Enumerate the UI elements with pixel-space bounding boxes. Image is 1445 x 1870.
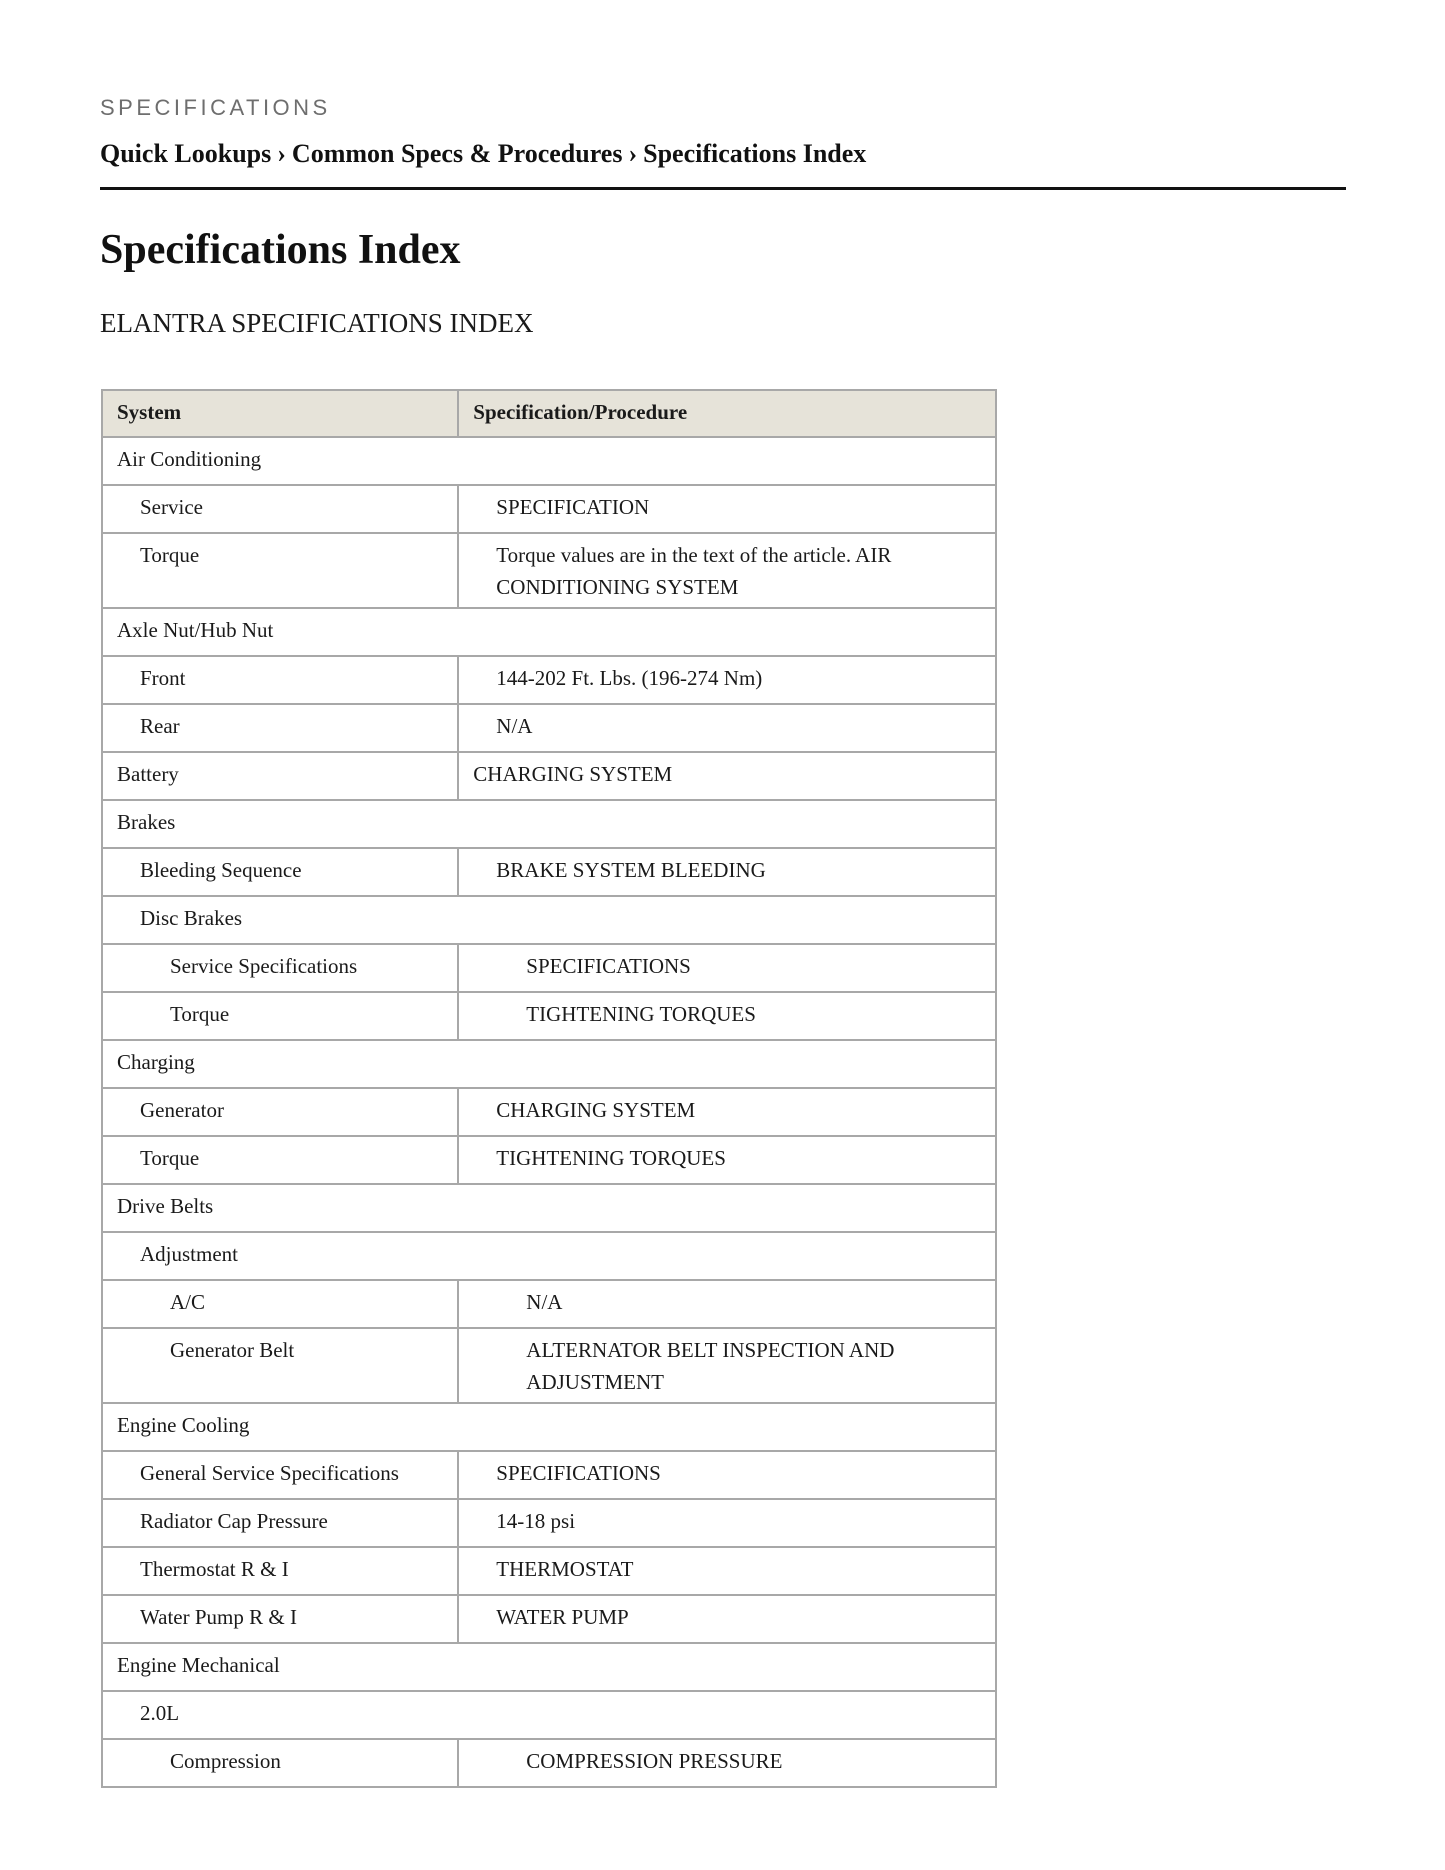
- specification-cell: CHARGING SYSTEM: [458, 1088, 996, 1136]
- breadcrumb-separator: ›: [628, 139, 638, 168]
- system-cell: Engine Mechanical: [102, 1643, 996, 1691]
- table-group-row: [102, 1232, 996, 1280]
- specification-cell: SPECIFICATIONS: [458, 944, 996, 992]
- specification-cell: SPECIFICATIONS: [458, 1451, 996, 1499]
- table-row: [102, 485, 996, 533]
- table-body: [102, 437, 996, 1787]
- specification-cell: 144-202 Ft. Lbs. (196-274 Nm): [458, 656, 996, 704]
- system-cell: Water Pump R & I: [102, 1595, 458, 1643]
- table-row: [102, 1328, 996, 1403]
- system-cell: Disc Brakes: [102, 896, 996, 944]
- table-row: [102, 1088, 996, 1136]
- system-cell: Battery: [102, 752, 458, 800]
- table-row: [102, 1136, 996, 1184]
- table-group-row: [102, 800, 996, 848]
- table-group-row: [102, 1184, 996, 1232]
- specification-cell: N/A: [458, 1280, 996, 1328]
- system-cell: Service Specifications: [102, 944, 458, 992]
- specification-cell: SPECIFICATION: [458, 485, 996, 533]
- specification-cell: N/A: [458, 704, 996, 752]
- system-cell: Thermostat R & I: [102, 1547, 458, 1595]
- table-row: [102, 944, 996, 992]
- system-cell: Bleeding Sequence: [102, 848, 458, 896]
- table-row: [102, 752, 996, 800]
- system-cell: Torque: [102, 992, 458, 1040]
- specification-cell: ALTERNATOR BELT INSPECTION AND ADJUSTMENT: [458, 1328, 996, 1403]
- system-cell: 2.0L: [102, 1691, 996, 1739]
- system-cell: A/C: [102, 1280, 458, 1328]
- system-cell: Air Conditioning: [102, 437, 996, 485]
- breadcrumb-separator: ›: [277, 139, 286, 168]
- table-group-row: [102, 1040, 996, 1088]
- table-group-row: [102, 1403, 996, 1451]
- system-cell: General Service Specifications: [102, 1451, 458, 1499]
- specification-cell: Torque values are in the text of the article. AIR CONDITIONING SYSTEM: [458, 533, 996, 608]
- table-group-row: [102, 437, 996, 485]
- specification-cell: TIGHTENING TORQUES: [458, 992, 996, 1040]
- system-cell: Generator: [102, 1088, 458, 1136]
- breadcrumb: [100, 138, 866, 170]
- system-cell: Charging: [102, 1040, 996, 1088]
- table-row: [102, 1547, 996, 1595]
- table-row: [102, 704, 996, 752]
- table-header-row: [102, 390, 996, 437]
- table-group-row: [102, 1643, 996, 1691]
- specification-cell: 14-18 psi: [458, 1499, 996, 1547]
- table-row: [102, 1499, 996, 1547]
- table-row: [102, 1595, 996, 1643]
- system-cell: Generator Belt: [102, 1328, 458, 1403]
- table-row: [102, 533, 996, 608]
- table-row: [102, 1451, 996, 1499]
- system-cell: Brakes: [102, 800, 996, 848]
- header-divider: [100, 187, 1346, 190]
- page-title: Specifications Index: [100, 227, 461, 273]
- system-cell: Compression: [102, 1739, 458, 1787]
- table-group-row: [102, 1691, 996, 1739]
- system-cell: Rear: [102, 704, 458, 752]
- page-subtitle: ELANTRA SPECIFICATIONS INDEX: [100, 308, 534, 338]
- system-cell: Engine Cooling: [102, 1403, 996, 1451]
- specification-cell: THERMOSTAT: [458, 1547, 996, 1595]
- specification-cell: CHARGING SYSTEM: [458, 752, 996, 800]
- system-cell: Axle Nut/Hub Nut: [102, 608, 996, 656]
- breadcrumb-item-common-specs[interactable]: Common Specs & Procedures: [291, 139, 623, 168]
- system-cell: Radiator Cap Pressure: [102, 1499, 458, 1547]
- specifications-table: [101, 389, 997, 1788]
- table-row: [102, 1739, 996, 1787]
- column-header-specification: Specification/Procedure: [458, 390, 996, 437]
- column-header-system: System: [102, 390, 458, 437]
- specification-cell: TIGHTENING TORQUES: [458, 1136, 996, 1184]
- system-cell: Front: [102, 656, 458, 704]
- table-group-row: [102, 608, 996, 656]
- table-group-row: [102, 896, 996, 944]
- specification-cell: BRAKE SYSTEM BLEEDING: [458, 848, 996, 896]
- system-cell: Torque: [102, 1136, 458, 1184]
- table-row: [102, 656, 996, 704]
- breadcrumb-item-quick-lookups[interactable]: Quick Lookups: [100, 139, 272, 168]
- table-row: [102, 848, 996, 896]
- section-label: SPECIFICATIONS: [100, 95, 331, 120]
- table-row: [102, 1280, 996, 1328]
- table-row: [102, 992, 996, 1040]
- specification-cell: WATER PUMP: [458, 1595, 996, 1643]
- system-cell: Service: [102, 485, 458, 533]
- breadcrumb-item-current: Specifications Index: [643, 139, 867, 168]
- specification-cell: COMPRESSION PRESSURE: [458, 1739, 996, 1787]
- system-cell: Drive Belts: [102, 1184, 996, 1232]
- system-cell: Torque: [102, 533, 458, 608]
- system-cell: Adjustment: [102, 1232, 996, 1280]
